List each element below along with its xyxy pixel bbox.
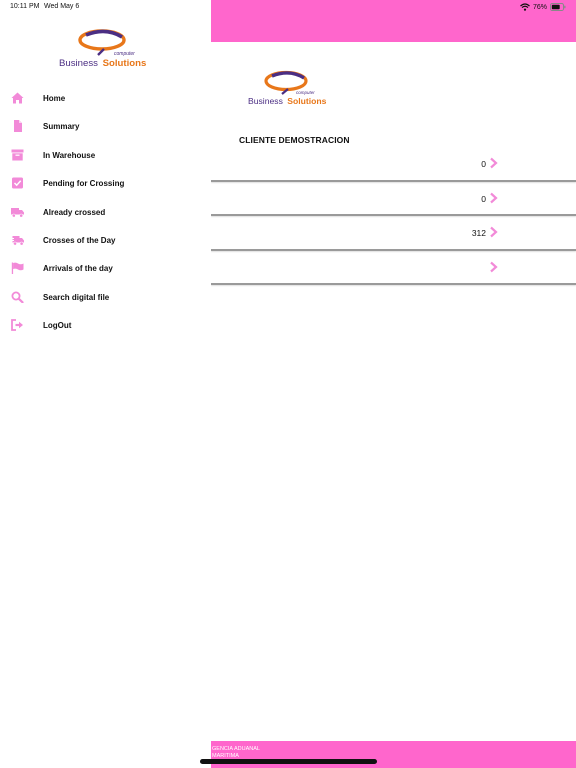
summary-row[interactable] [211, 147, 576, 182]
footer-line-1: GENCIA ADUANAL [212, 746, 260, 752]
status-time: 10:11 PM [10, 3, 40, 10]
logo-small-text: computer [114, 51, 135, 57]
menu-item-home[interactable] [0, 84, 211, 112]
home-icon [11, 92, 24, 104]
menu-item-label: LogOut [43, 321, 72, 331]
status-date: Wed May 6 [44, 3, 80, 10]
menu-item-label: Crosses of the Day [43, 235, 116, 245]
logo-word-business: Business [248, 96, 283, 106]
document-icon [11, 120, 24, 132]
company-logo [58, 28, 148, 72]
row-value: 0 [481, 159, 486, 169]
svg-text:Business Solutions [248, 96, 327, 106]
summary-row[interactable] [211, 216, 576, 251]
menu-item-already-crossed[interactable] [0, 198, 211, 226]
chevron-right-icon [489, 261, 498, 273]
search-icon [11, 291, 24, 303]
drawer-menu [0, 84, 211, 340]
summary-row[interactable] [211, 251, 576, 286]
summary-row[interactable] [211, 182, 576, 217]
chevron-right-icon [489, 192, 498, 204]
truck-icon [11, 206, 24, 218]
logo-word-business: Business [59, 58, 98, 69]
truck-fast-icon [11, 234, 24, 246]
menu-item-in-warehouse[interactable] [0, 141, 211, 169]
row-value: 312 [471, 228, 486, 238]
status-bar [0, 0, 576, 14]
chevron-right-icon [489, 157, 498, 169]
footer-text [212, 746, 260, 760]
svg-text:Business Solutions [59, 58, 146, 69]
menu-item-pending-for-crossing[interactable] [0, 169, 211, 197]
archive-box-icon [11, 149, 24, 161]
menu-item-label: Home [43, 94, 66, 103]
menu-item-label: Search digital file [43, 292, 110, 302]
flag-icon [11, 262, 24, 274]
status-indicators [520, 2, 566, 12]
summary-rows [211, 147, 576, 285]
logo-small-text: computer [296, 90, 315, 95]
battery-icon [550, 3, 566, 11]
wifi-icon [520, 3, 530, 11]
company-logo [246, 70, 328, 110]
logout-icon [11, 319, 24, 331]
menu-item-crosses-of-the-day[interactable] [0, 226, 211, 254]
logo-word-solutions: Solutions [102, 58, 147, 69]
menu-item-logout[interactable] [0, 311, 211, 339]
menu-item-arrivals-of-the-day[interactable] [0, 254, 211, 282]
row-value: 0 [481, 193, 486, 204]
chevron-right-icon [489, 226, 498, 238]
footer-line-2: MARITIMA [212, 753, 239, 759]
client-name-label: CLIENTE DEMOSTRACION [239, 135, 350, 145]
menu-item-label: Arrivals of the day [43, 264, 113, 274]
battery-percent: 76% [532, 3, 547, 11]
menu-item-label: Summary [43, 122, 80, 132]
side-drawer [0, 0, 211, 768]
menu-item-summary[interactable] [0, 112, 211, 140]
checkbox-icon [11, 177, 24, 189]
menu-item-search-digital-file[interactable] [0, 283, 211, 311]
menu-item-label: Pending for Crossing [43, 179, 125, 189]
home-indicator[interactable] [200, 759, 377, 764]
logo-word-solutions: Solutions [287, 96, 327, 106]
menu-item-label: Already crossed [43, 207, 106, 217]
menu-item-label: In Warehouse [43, 150, 96, 160]
